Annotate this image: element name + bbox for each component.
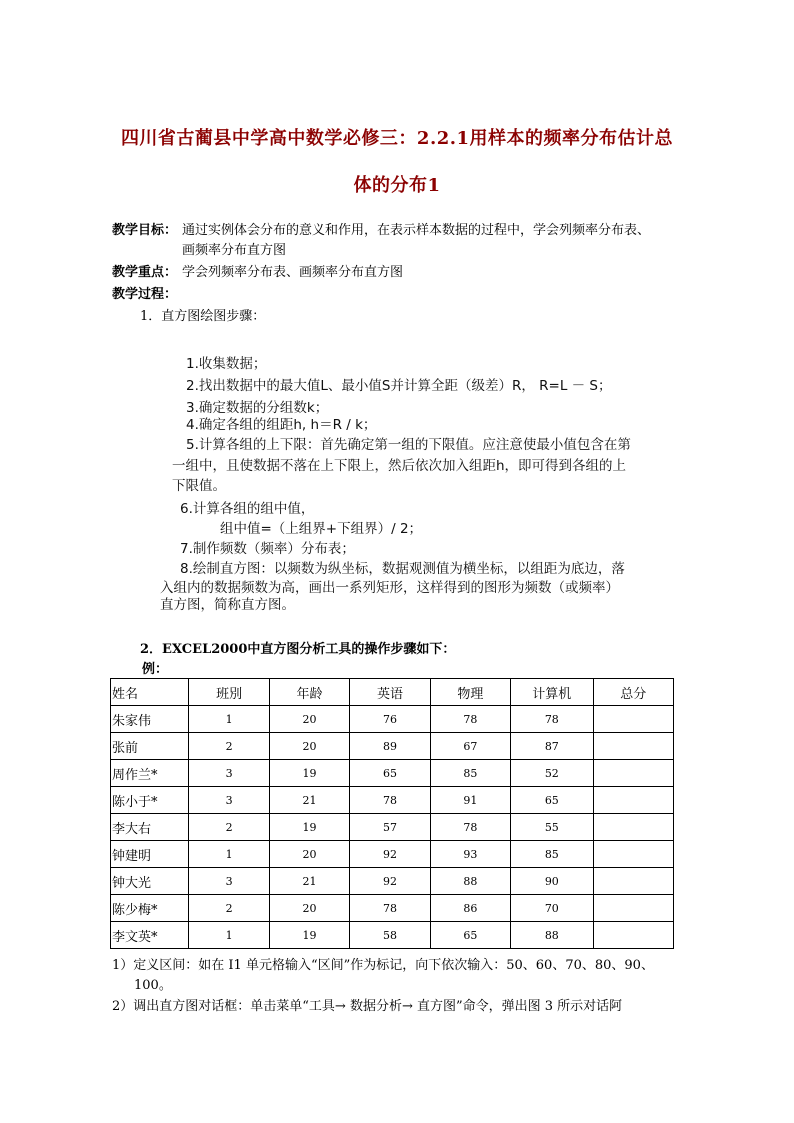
table-cell: 3 <box>189 787 269 814</box>
table-row <box>111 760 674 787</box>
table-cell: 86 <box>430 895 510 922</box>
step-3: 3.确定数据的分组数k； <box>186 400 329 416</box>
table-row <box>111 868 674 895</box>
step-7: 7.制作频数（频率）分布表； <box>180 541 355 557</box>
table-cell: 19 <box>269 760 349 787</box>
table-row <box>111 787 674 814</box>
section1-heading: 1．直方图绘图步骤： <box>140 309 266 324</box>
table-cell: 20 <box>269 706 349 733</box>
table-cell: 78 <box>350 787 430 814</box>
student-name-cell: 周作兰* <box>111 760 189 787</box>
header-cell: 英语 <box>350 679 430 706</box>
note-1-line1: 1）定义区间：如在 I1 单元格输入“区间”作为标记，向下依次输入：50、60、70、80、90、 <box>112 958 654 973</box>
document-title-line2: 体的分布1 <box>353 175 441 196</box>
goals-text-2: 画频率分布直方图 <box>182 243 287 258</box>
table-cell: 52 <box>511 760 593 787</box>
step-6-line2: 组中值=（上组界+下组界）/ 2； <box>220 521 423 537</box>
student-name-cell: 陈小于* <box>111 787 189 814</box>
table-cell: 78 <box>511 706 593 733</box>
header-cell: 班別 <box>189 679 269 706</box>
table-cell: 92 <box>350 868 430 895</box>
table-cell <box>593 733 673 760</box>
student-name-cell: 朱家伟 <box>111 706 189 733</box>
student-name-cell: 李大右 <box>111 814 189 841</box>
step-5-line3: 下限值。 <box>172 478 226 494</box>
key-label: 教学重点： <box>112 265 178 280</box>
table-cell: 57 <box>350 814 430 841</box>
section2-heading: 2．EXCEL2000中直方图分析工具的操作步骤如下： <box>140 642 456 657</box>
table-cell: 19 <box>269 814 349 841</box>
step-5-line2: 一组中，且使数据不落在上下限上，然后依次加入组距h，即可得到各组的上 <box>172 458 627 474</box>
table-cell: 1 <box>189 841 269 868</box>
process-label: 教学过程： <box>112 287 178 302</box>
table-cell: 88 <box>511 922 593 949</box>
example-label: 例： <box>142 662 169 677</box>
table-cell: 65 <box>430 922 510 949</box>
step-8-line1: 8.绘制直方图：以频数为纵坐标，数据观测值为横坐标，以组距为底边，落 <box>180 561 625 577</box>
table-cell: 21 <box>269 787 349 814</box>
table-cell <box>593 868 673 895</box>
table-row <box>111 733 674 760</box>
step-1: 1.收集数据； <box>186 356 267 372</box>
student-name-cell: 钟建明 <box>111 841 189 868</box>
step-5-line1: 5.计算各组的上下限：首先确定第一组的下限值。应注意使最小值包含在第 <box>186 437 631 453</box>
step-2: 2.找出数据中的最大值L、最小值S并计算全距（级差）R， R=L － S； <box>186 378 612 394</box>
key-text: 学会列频率分布表、画频率分布直方图 <box>182 265 404 280</box>
table-row <box>111 841 674 868</box>
step-6-line1: 6.计算各组的组中值， <box>180 501 315 517</box>
goals-label: 教学目标： <box>112 223 178 238</box>
table-cell: 88 <box>430 868 510 895</box>
table-cell: 91 <box>430 787 510 814</box>
header-cell: 总分 <box>593 679 673 706</box>
grades-table <box>110 678 674 949</box>
table-cell: 2 <box>189 814 269 841</box>
table-cell: 85 <box>511 841 593 868</box>
goals-text-1: 通过实例体会分布的意义和作用，在表示样本数据的过程中，学会列频率分布表、 <box>182 223 651 238</box>
table-cell: 78 <box>430 814 510 841</box>
table-row <box>111 814 674 841</box>
table-cell: 65 <box>350 760 430 787</box>
table-cell: 21 <box>269 868 349 895</box>
step-8-line3: 直方图，简称直方图。 <box>160 597 295 613</box>
table-cell: 20 <box>269 733 349 760</box>
step-4: 4.确定各组的组距h, h＝R / k； <box>186 417 377 433</box>
table-cell: 20 <box>269 895 349 922</box>
table-cell: 3 <box>189 868 269 895</box>
header-cell: 计算机 <box>511 679 593 706</box>
table-header-row <box>111 679 674 706</box>
table-cell <box>593 922 673 949</box>
table-cell: 89 <box>350 733 430 760</box>
header-cell: 姓名 <box>111 679 189 706</box>
table-cell: 90 <box>511 868 593 895</box>
table-cell: 19 <box>269 922 349 949</box>
table-cell <box>593 895 673 922</box>
table-cell: 93 <box>430 841 510 868</box>
table-cell <box>593 841 673 868</box>
student-name-cell: 陈少梅* <box>111 895 189 922</box>
table-cell: 2 <box>189 895 269 922</box>
table-cell: 58 <box>350 922 430 949</box>
table-cell: 67 <box>430 733 510 760</box>
table-cell: 2 <box>189 733 269 760</box>
table-cell: 78 <box>350 895 430 922</box>
header-cell: 物理 <box>430 679 510 706</box>
table-cell: 78 <box>430 706 510 733</box>
table-cell: 20 <box>269 841 349 868</box>
table-cell <box>593 814 673 841</box>
table-cell <box>593 787 673 814</box>
header-cell: 年龄 <box>269 679 349 706</box>
note-2: 2）调出直方图对话框：单击菜单“工具→ 数据分析→ 直方图”命令，弹出图 3 所示对话阿 <box>112 999 623 1014</box>
table-cell: 87 <box>511 733 593 760</box>
note-1-line2: 100。 <box>134 978 172 993</box>
table-row <box>111 922 674 949</box>
table-cell: 70 <box>511 895 593 922</box>
table-row <box>111 706 674 733</box>
table-cell: 85 <box>430 760 510 787</box>
student-name-cell: 钟大光 <box>111 868 189 895</box>
table-cell: 3 <box>189 760 269 787</box>
document-title-line1: 四川省古蔺县中学高中数学必修三：2.2.1用样本的频率分布估计总 <box>120 128 674 149</box>
table-row <box>111 895 674 922</box>
student-name-cell: 李文英* <box>111 922 189 949</box>
table-cell: 76 <box>350 706 430 733</box>
step-8-line2: 入组内的数据频数为高，画出一系列矩形，这样得到的图形为频数（或频率） <box>160 580 619 596</box>
table-cell: 1 <box>189 922 269 949</box>
student-name-cell: 张前 <box>111 733 189 760</box>
table-cell: 55 <box>511 814 593 841</box>
table-cell: 92 <box>350 841 430 868</box>
table-cell <box>593 706 673 733</box>
table-cell <box>593 760 673 787</box>
table-cell: 1 <box>189 706 269 733</box>
table-cell: 65 <box>511 787 593 814</box>
